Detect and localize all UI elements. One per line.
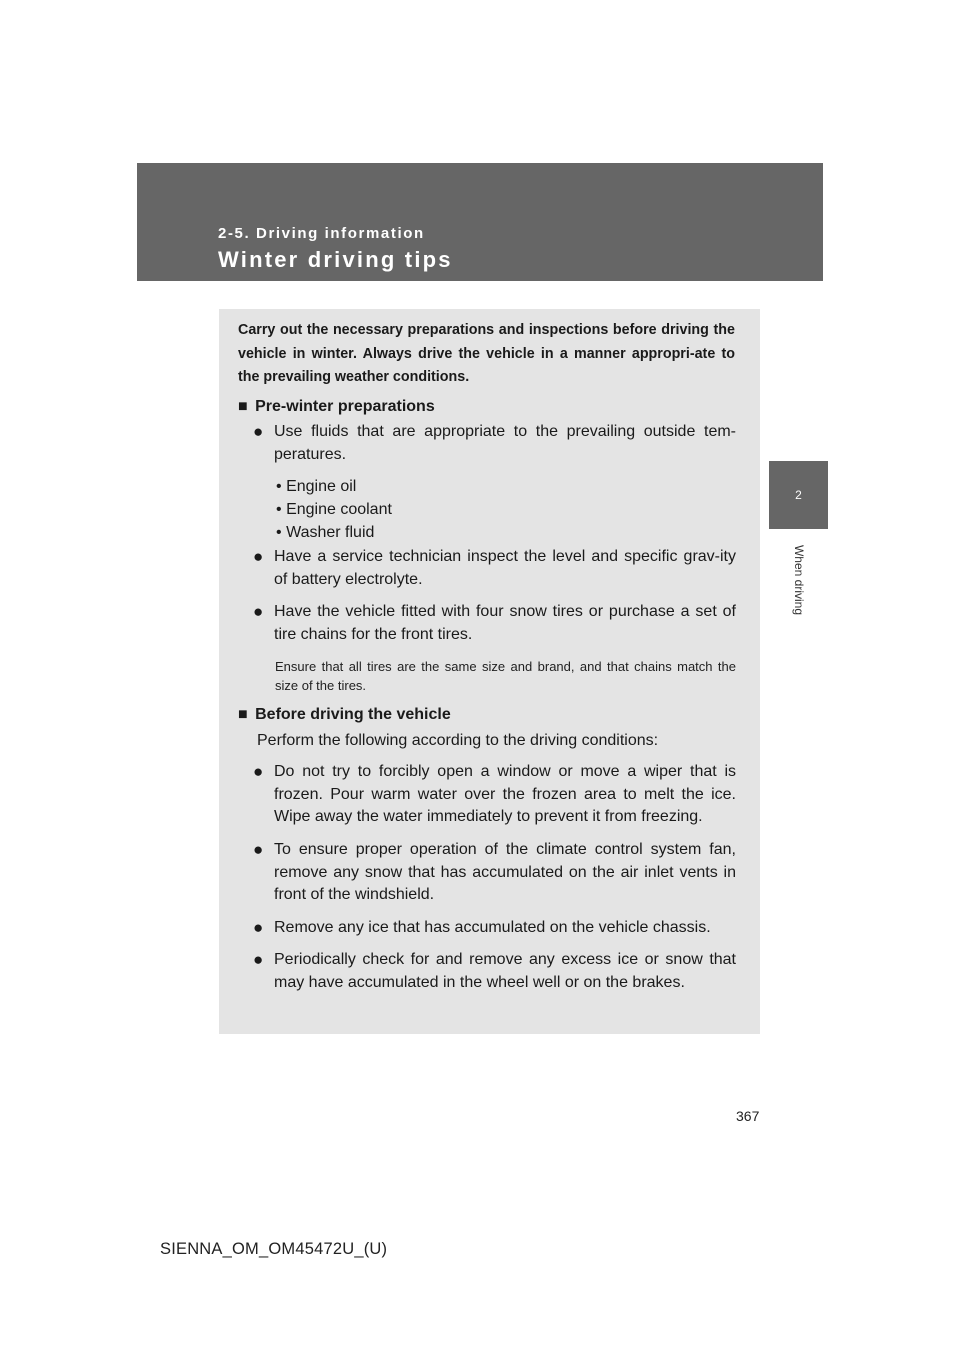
list-item (253, 546, 736, 591)
list-item-text: Remove any ice that has accumulated on the vehicle chassis. (274, 919, 711, 936)
list-item-text: Periodically check for and remove any excess ice or snow that may have accumulated in the wheel well or on the brakes. (274, 951, 736, 991)
list-item (253, 761, 736, 829)
fluid-text: Engine oil (286, 478, 357, 495)
list-item-text: Have the vehicle fitted with four snow tires or purchase a set of tire chains for the front tires. (274, 603, 736, 643)
sub-bullet-icon: • (276, 478, 282, 495)
tire-note: Ensure that all tires are the same size and brand, and that chains match the size of the tires. (275, 659, 736, 693)
list-item-text: To ensure proper operation of the climate control system fan, remove any snow that has accumulated on the air inlet vents in front of the windshield. (274, 841, 736, 903)
document-code: SIENNA_OM_OM45472U_(U) (160, 1240, 388, 1258)
square-bullet-icon: ■ (238, 706, 248, 723)
square-bullet-icon: ■ (238, 398, 248, 415)
sub-bullet-icon: • (276, 524, 282, 541)
round-bullet-icon: ● (253, 602, 264, 621)
heading-pre-winter (238, 397, 435, 417)
fluid-item (276, 499, 392, 521)
list-item (253, 421, 736, 466)
heading-before-driving (238, 705, 451, 725)
fluid-text: Engine coolant (286, 501, 392, 518)
heading-text: Pre-winter preparations (255, 398, 435, 415)
list-item (253, 949, 736, 994)
chapter-number: 2 (795, 488, 802, 502)
list-item-text: Do not try to forcibly open a window or move a wiper that is frozen. Pour warm water over the frozen area to melt the ice. Wipe away the water immediately to prevent it from freezing. (274, 763, 736, 825)
round-bullet-icon: ● (253, 547, 264, 566)
list-item (253, 917, 736, 940)
before-driving-intro: Perform the following according to the driving conditions: (257, 732, 659, 749)
page-number: 367 (736, 1108, 760, 1124)
page-title: Winter driving tips (218, 247, 453, 272)
heading-text: Before driving the vehicle (255, 706, 451, 723)
fluid-item (276, 476, 356, 498)
round-bullet-icon: ● (253, 918, 264, 937)
round-bullet-icon: ● (253, 422, 264, 441)
chapter-tab[interactable] (769, 461, 828, 529)
list-item-text: Have a service technician inspect the level and specific grav-ity of battery electrolyte. (274, 548, 736, 588)
header-band (137, 163, 823, 281)
content-box (219, 309, 760, 1034)
intro-paragraph: Carry out the necessary preparations and inspections before driving the vehicle in winter. Always drive the vehicle in a manner appropri-ate to the prevailing weather conditions. (238, 322, 735, 385)
section-label: 2-5. Driving information (218, 225, 425, 242)
list-item (253, 601, 736, 646)
round-bullet-icon: ● (253, 950, 264, 969)
list-item (253, 839, 736, 907)
round-bullet-icon: ● (253, 762, 264, 781)
sub-bullet-icon: • (276, 501, 282, 518)
round-bullet-icon: ● (253, 840, 264, 859)
fluid-item (276, 522, 374, 544)
chapter-label: When driving (792, 544, 806, 616)
list-item-text: Use fluids that are appropriate to the prevailing outside tem-peratures. (274, 423, 736, 463)
fluid-text: Washer fluid (286, 524, 375, 541)
